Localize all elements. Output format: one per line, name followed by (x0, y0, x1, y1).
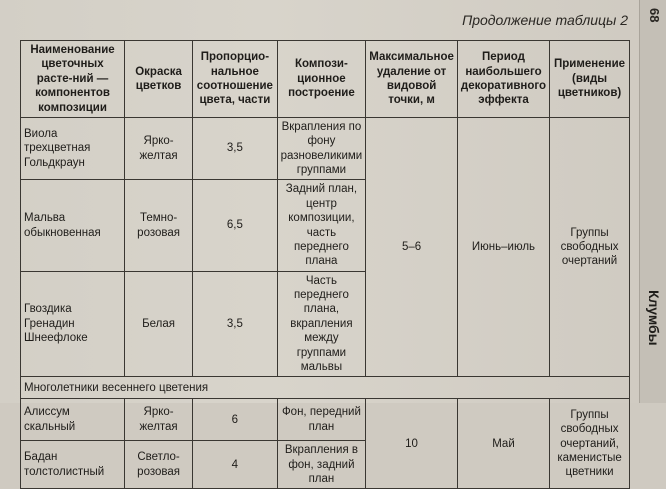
plant-name: Алиссум скальный (21, 399, 125, 441)
composition-text: Часть переднего плана, вкрапления между группами мальвы (277, 271, 366, 377)
side-margin (640, 0, 666, 403)
header-row (21, 41, 630, 118)
table-row (21, 399, 630, 441)
flower-color: Ярко-желтая (125, 117, 193, 180)
plant-name: Гвоздика Гренадин Шнеефлоке (21, 271, 125, 377)
distance-value: 5–6 (366, 117, 458, 376)
ratio-value: 3,5 (193, 271, 278, 377)
composition-text: Вкрапления в фон, задний план (277, 441, 366, 489)
header-composition: Компози-ционное построение (277, 41, 366, 118)
distance-value: 10 (366, 399, 458, 489)
page-number: 68 (647, 8, 662, 23)
table-continuation-caption: Продолжение таблицы 2 (462, 12, 628, 28)
ratio-value: 4 (193, 441, 278, 489)
header-color: Окраска цветков (125, 41, 193, 118)
plant-name: Виола трехцветная Гольдкраун (21, 117, 125, 180)
composition-text: Фон, передний план (277, 399, 366, 441)
composition-text: Задний план, центр композиции, часть переднего плана (277, 180, 366, 271)
flower-color: Белая (125, 271, 193, 377)
ratio-value: 6 (193, 399, 278, 441)
header-period: Период наибольшего декоративного эффекта (457, 41, 549, 118)
ratio-value: 6,5 (193, 180, 278, 271)
flower-color: Ярко-желтая (125, 399, 193, 441)
flower-color: Светло-розовая (125, 441, 193, 489)
section-label: Многолетники весеннего цветения (21, 377, 630, 399)
ratio-value: 3,5 (193, 117, 278, 180)
plant-name: Бадан толстолистный (21, 441, 125, 489)
running-section-title: Клумбы (646, 290, 662, 346)
usage-value: Группы свободных очертаний, каменистые цветники (550, 399, 630, 489)
header-distance: Максимальное удаление от видовой точки, м (366, 41, 458, 118)
usage-value: Группы свободных очертаний (550, 117, 630, 376)
section-row (21, 377, 630, 399)
plant-composition-table (20, 40, 630, 489)
header-usage: Применение (виды цветников) (550, 41, 630, 118)
period-value: Июнь–июль (457, 117, 549, 376)
plant-name: Мальва обыкновенная (21, 180, 125, 271)
composition-text: Вкрапления по фону разновеликими группами (277, 117, 366, 180)
header-ratio: Пропорцио-нальное соотношение цвета, части (193, 41, 278, 118)
header-name: Наименование цветочных расте-ний — компонентов композиции (21, 41, 125, 118)
flower-color: Темно-розовая (125, 180, 193, 271)
period-value: Май (457, 399, 549, 489)
table-row (21, 117, 630, 180)
